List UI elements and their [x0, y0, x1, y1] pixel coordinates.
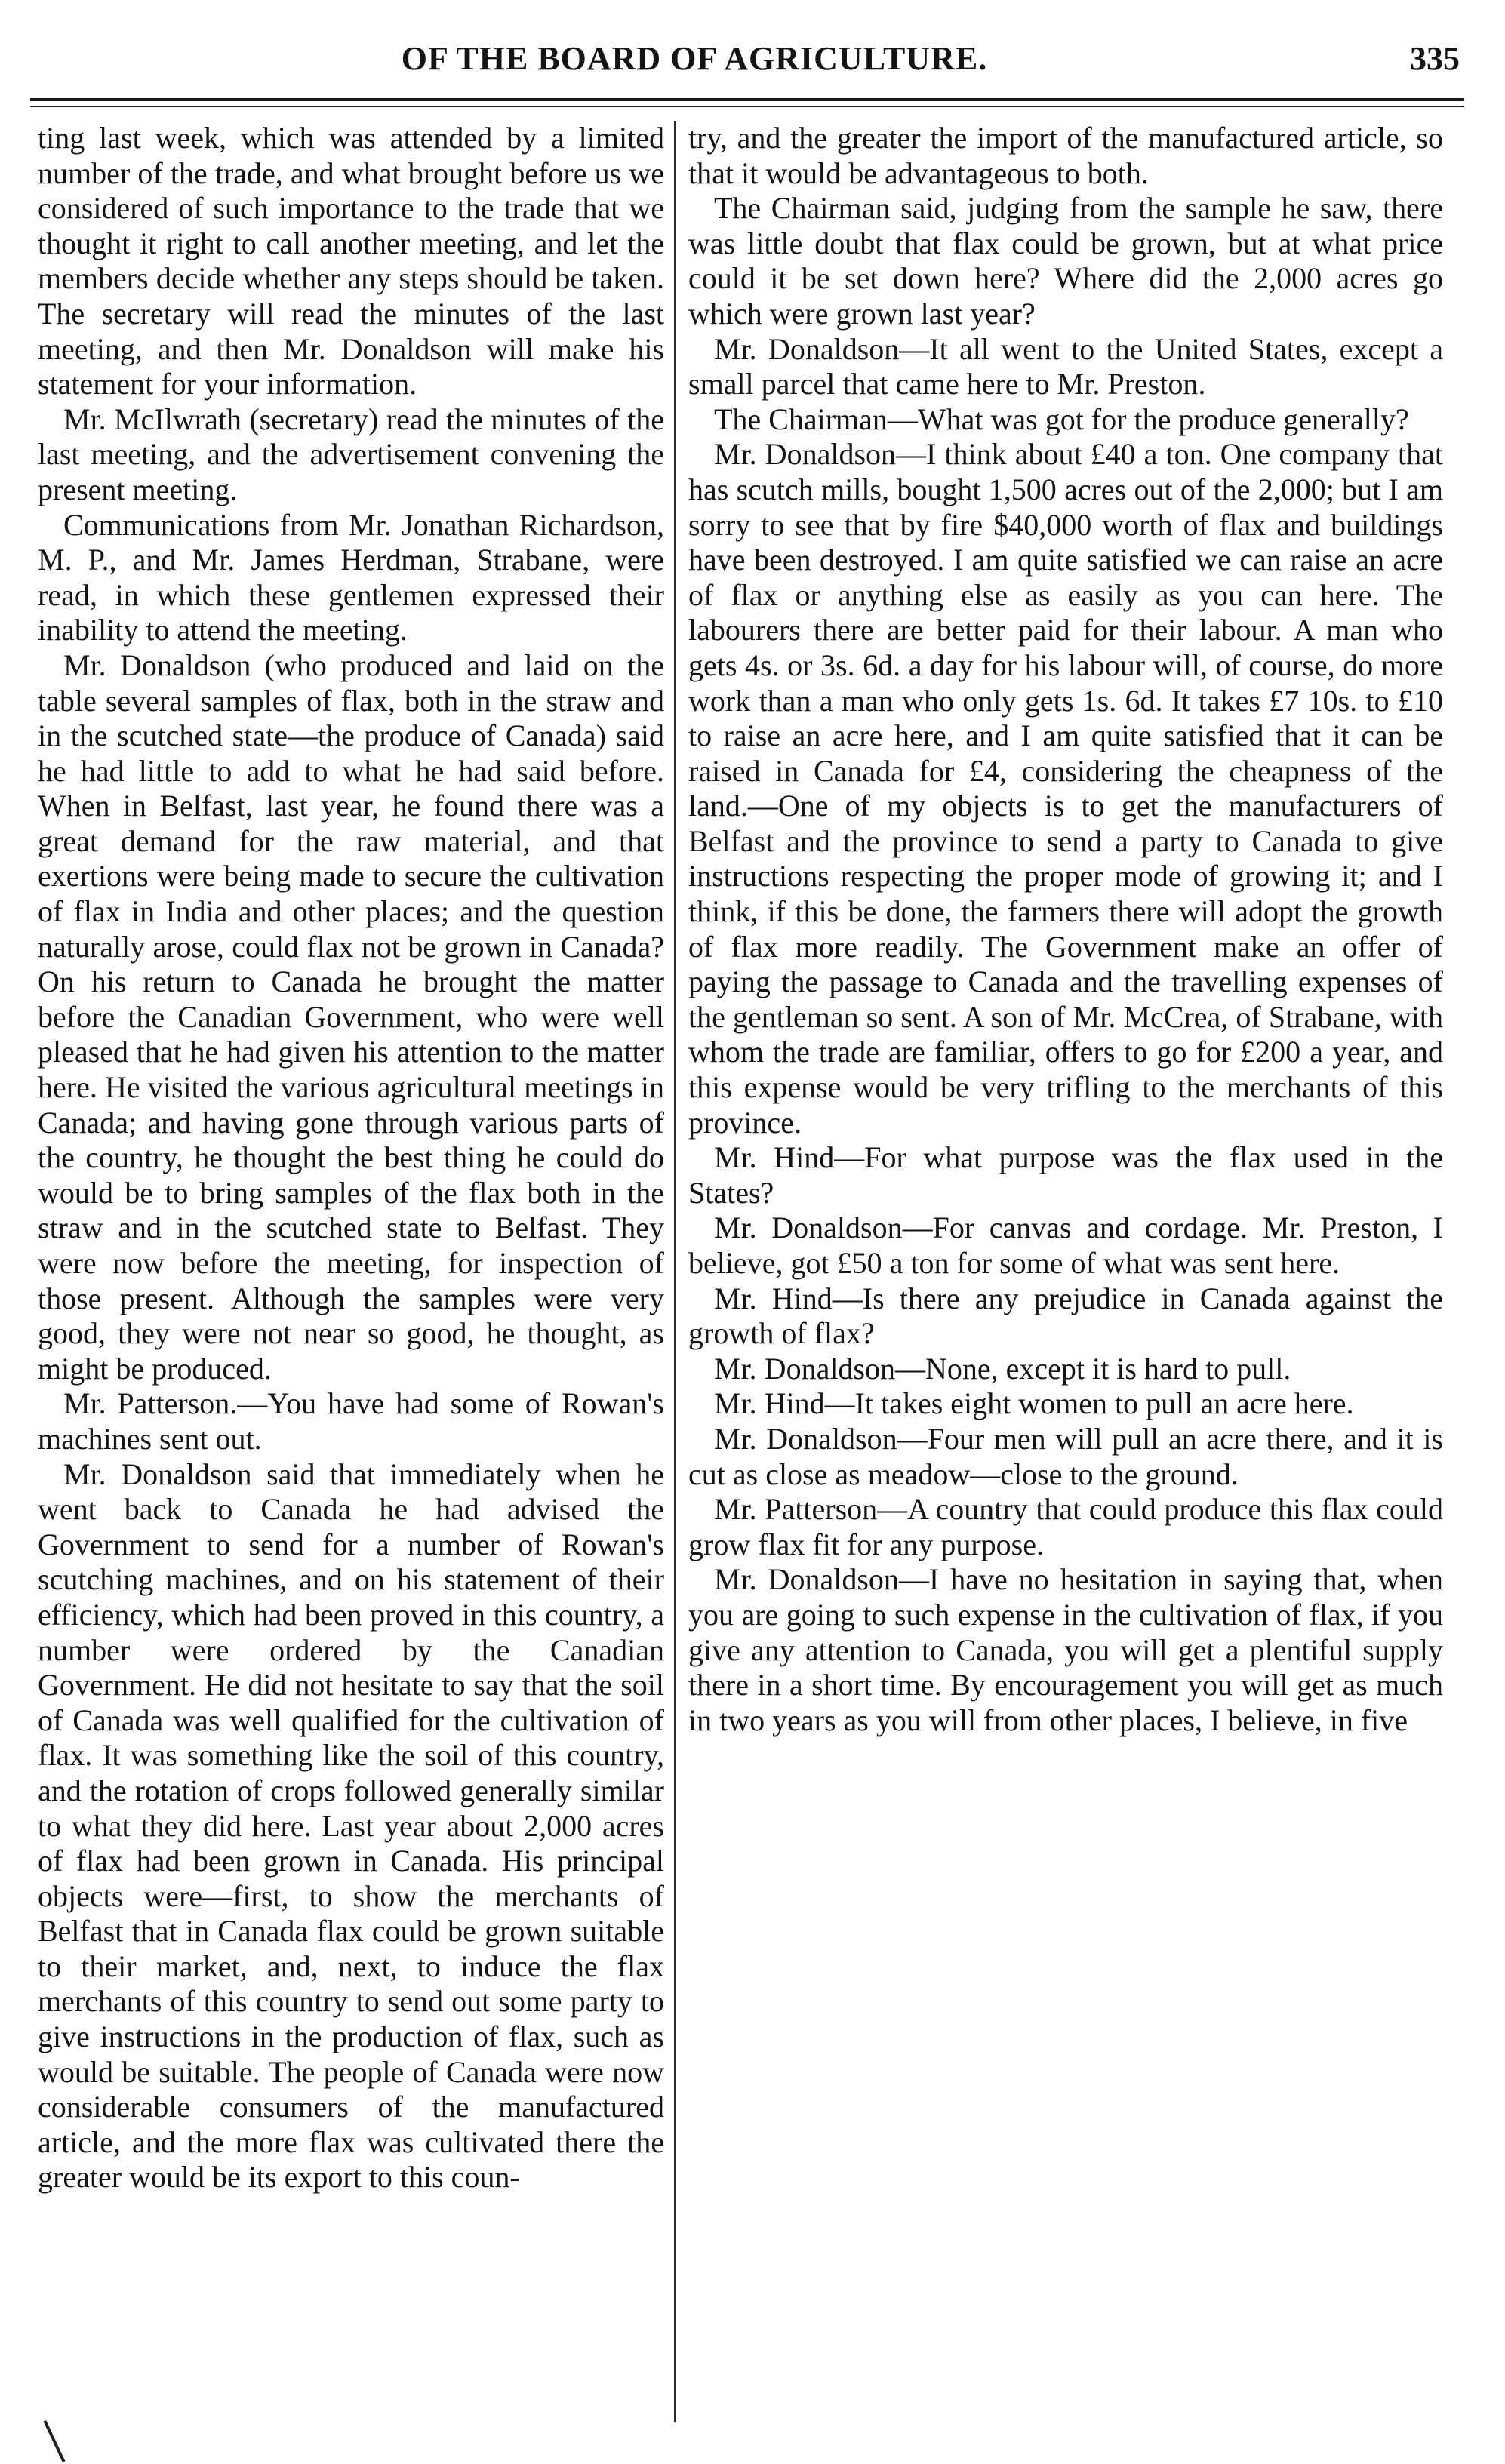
paragraph: Mr. Donaldson (who produced and laid on the table several samples of flax, both in the straw and in the scutched state—the produce of Canada) said he had little to add to what he had said before. When in Belfast, last year, he found there was a great demand for the raw material, and that exertions were being made to secure the cultivation of flax in India and other places; and the question naturally arose, could flax not be grown in Canada? On his return to Canada he brought the matter before the Canadian Government, who were well pleased that he had given his attention to the matter here. He visited the various agricultural meetings in Canada; and having gone through various parts of the country, he thought the best thing he could do would be to bring samples of the flax both in the straw and in the scutched state to Belfast. They were now before the meeting, for inspection of those present. Although the samples were very good, they were not near so good, he thought, as might be produced.: [38, 648, 664, 1386]
paragraph: Mr. Donaldson—I have no hesitation in saying that, when you are going to such expense in the cultivation of flax, if you give any attention to Canada, you will get a plentiful supply there in a short time. By encouragement you will get as much in two years as you will from other places, I believe, in five: [688, 1562, 1443, 1737]
right-column: [688, 121, 1443, 1738]
paragraph: Mr. Patterson.—You have had some of Rowan's machines sent out.: [38, 1386, 664, 1456]
running-title: OF THE BOARD OF AGRICULTURE.: [401, 40, 988, 77]
paragraph: Communications from Mr. Jonathan Richardson, M. P., and Mr. James Herdman, Strabane, were read, in which these gentlemen expressed their inability to attend the meeting.: [38, 507, 664, 648]
paragraph: Mr. Donaldson—I think about £40 a ton. One company that has scutch mills, bought 1,500 acres out of the 2,000; but I am sorry to see that by fire $40,000 worth of flax and buildings have been destroyed. I am quite satisfied we can raise an acre of flax or anything else as easily as you can here. The labourers there are better paid for their labour. A man who gets 4s. or 3s. 6d. a day for his labour will, of course, do more work than a man who only gets 1s. 6d. It takes £7 10s. to £10 to raise an acre here, and I am quite satisfied that it can be raised in Canada for £4, considering the cheapness of the land.—One of my objects is to get the manufacturers of Belfast and the province to send a party to Canada to give instructions respecting the proper mode of growing it; and I think, if this be done, the farmers there will adopt the growth of flax more readily. The Government make an offer of paying the passage to Canada and the travelling expenses of the gentleman so sent. A son of Mr. McCrea, of Strabane, with whom the trade are familiar, offers to go for £200 a year, and this expense would be very trifling to the merchants of this province.: [688, 437, 1443, 1140]
paragraph: Mr. Donaldson—It all went to the United States, except a small parcel that came here to Mr. Preston.: [688, 331, 1443, 401]
header-rule-thin: [30, 106, 1464, 107]
paragraph: Mr. Donaldson said that immediately when he went back to Canada he had advised the Government to send for a number of Rowan's scutching machines, and on his statement of their efficiency, which had been proved in this country, a number were ordered by the Canadian Government. He did not hesitate to say that the soil of Canada was well qualified for the cultivation of flax. It was something like the soil of this country, and the rotation of crops followed generally similar to what they did here. Last year about 2,000 acres of flax had been grown in Canada. His principal objects were—first, to show the merchants of Belfast that in Canada flax could be grown suitable to their market, and, next, to induce the flax merchants of this country to send out some party to give instructions in the production of flax, such as would be suitable. The people of Canada were now considerable consumers of the manufactured article, and the more flax was cultivated there the greater would be its export to this coun-: [38, 1457, 664, 2195]
header-rule: [30, 98, 1464, 101]
paragraph: ting last week, which was attended by a limited number of the trade, and what brought before us we considered of such importance to the trade that we thought it right to call another meeting, and let the members decide whether any steps should be taken. The secretary will read the minutes of the last meeting, and then Mr. Donaldson will make his statement for your information.: [38, 121, 664, 401]
column-divider: [674, 121, 676, 2422]
paragraph: The Chairman said, judging from the sample he saw, there was little doubt that flax could be grown, but at what price could it be set down here? Where did the 2,000 acres go which were grown last year?: [688, 191, 1443, 331]
paragraph: Mr. Patterson—A country that could produce this flax could grow flax fit for any purpose.: [688, 1492, 1443, 1561]
paragraph: Mr. Hind—It takes eight women to pull an acre here.: [714, 1386, 1354, 1421]
paragraph: Mr. McIlwrath (secretary) read the minutes of the last meeting, and the advertisement convening the present meeting.: [38, 401, 664, 506]
running-head: [0, 39, 1505, 92]
paragraph: try, and the greater the import of the manufactured article, so that it would be advantageous to both.: [688, 121, 1443, 190]
paragraph: The Chairman—What was got for the produce generally?: [714, 401, 1409, 436]
paragraph: Mr. Donaldson—None, except it is hard to pull.: [714, 1351, 1291, 1386]
paragraph: Mr. Hind—Is there any prejudice in Canada against the growth of flax?: [688, 1281, 1443, 1351]
paragraph: Mr. Donaldson—For canvas and cordage. Mr. Preston, I believe, got £50 a ton for some of what was sent here.: [688, 1210, 1443, 1280]
page-number: 335: [1410, 40, 1460, 77]
scan-edge-mark: [44, 2420, 66, 2462]
left-column: [38, 121, 664, 2195]
paragraph: Mr. Hind—For what purpose was the flax used in the States?: [688, 1140, 1443, 1210]
paragraph: Mr. Donaldson—Four men will pull an acre there, and it is cut as close as meadow—close to the ground.: [688, 1421, 1443, 1491]
